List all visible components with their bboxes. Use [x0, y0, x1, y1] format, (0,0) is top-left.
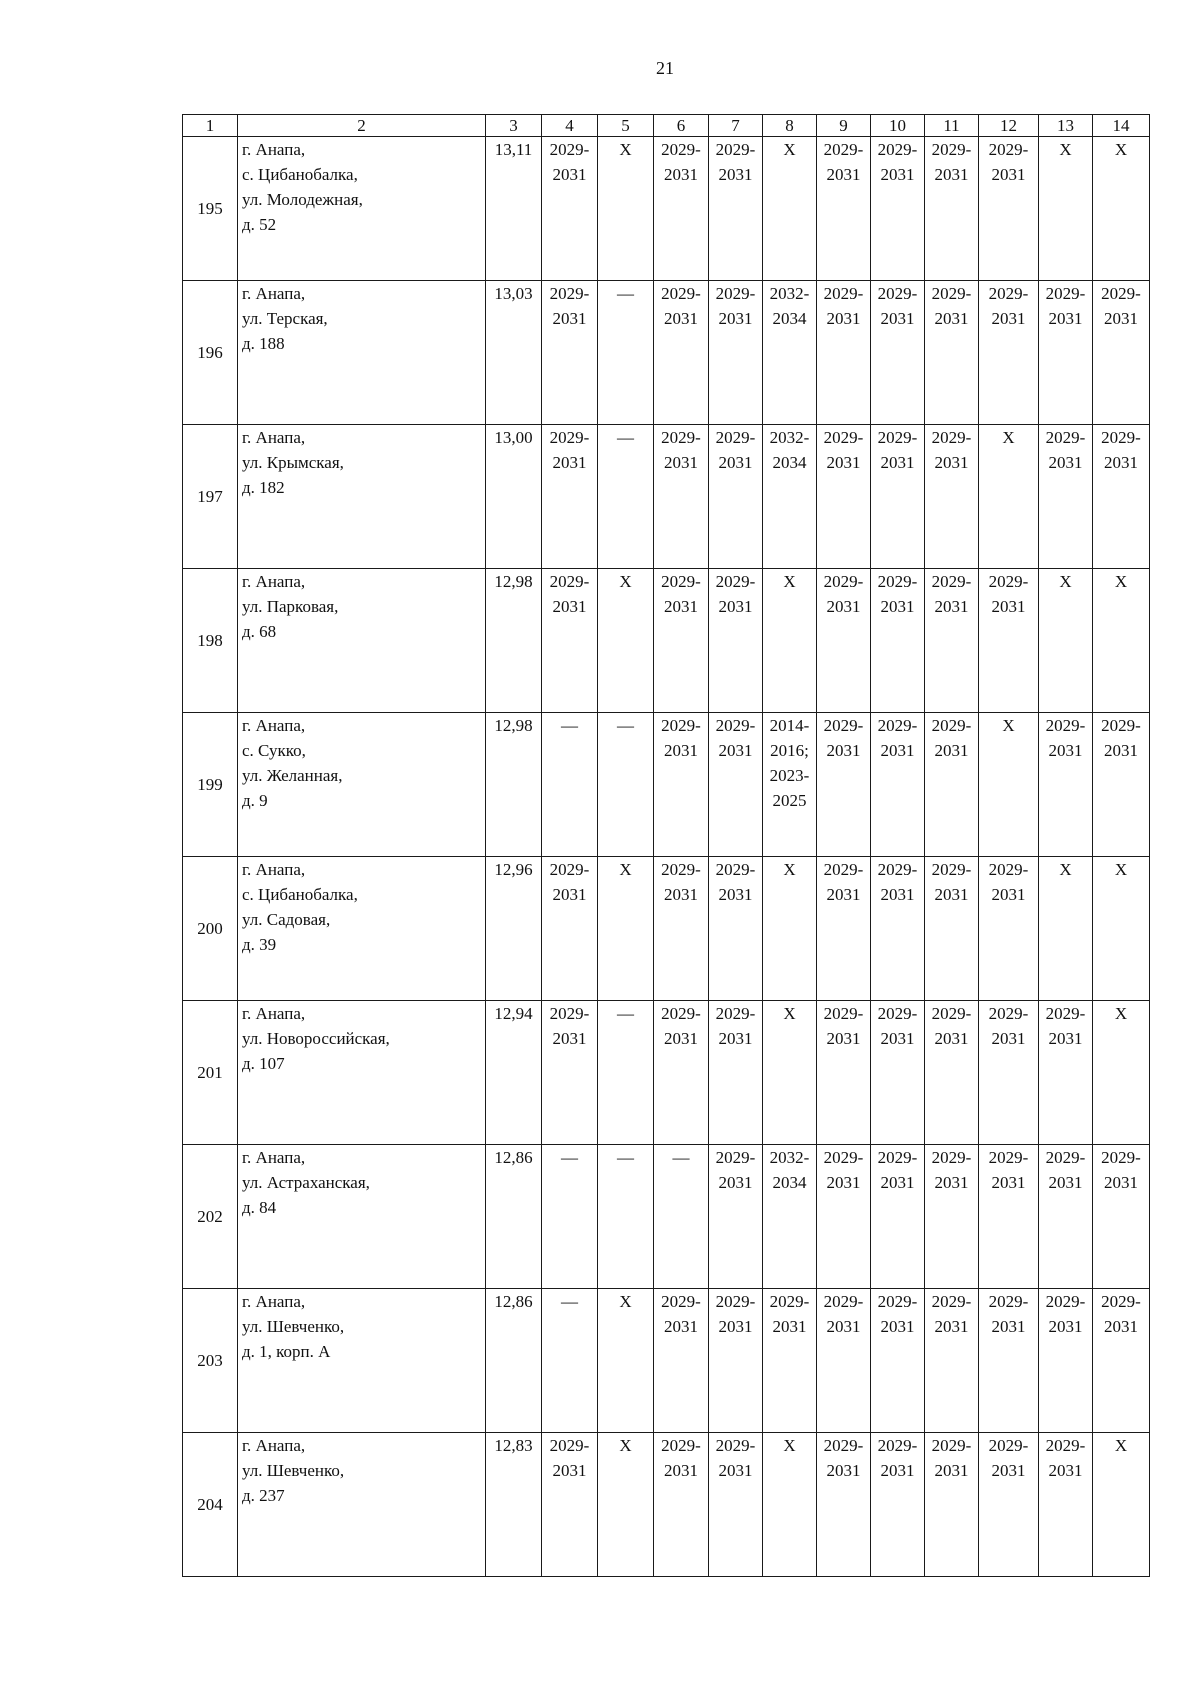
period-cell: Х: [1039, 569, 1093, 713]
period-cell: 2029- 2031: [1093, 425, 1150, 569]
period-cell: 2029- 2031: [871, 569, 925, 713]
period-cell: 2029- 2031: [1039, 281, 1093, 425]
address-cell: г. Анапа, ул. Новороссийская, д. 107: [238, 1001, 486, 1145]
period-cell: Х: [1039, 137, 1093, 281]
data-table: [182, 114, 1150, 1577]
value-cell: 12,96: [486, 857, 542, 1001]
period-cell: 2029- 2031: [871, 281, 925, 425]
period-cell: —: [598, 1145, 654, 1289]
address-cell: г. Анапа, с. Цибанобалка, ул. Садовая, д. 39: [238, 857, 486, 1001]
table-row: [183, 1433, 1150, 1577]
value-cell: 13,00: [486, 425, 542, 569]
table-row: [183, 137, 1150, 281]
period-cell: 2029- 2031: [979, 1001, 1039, 1145]
address-cell: г. Анапа, ул. Шевченко, д. 1, корп. А: [238, 1289, 486, 1433]
table-row: [183, 425, 1150, 569]
period-cell: 2029- 2031: [979, 857, 1039, 1001]
period-cell: 2029- 2031: [542, 137, 598, 281]
period-cell: 2029- 2031: [871, 425, 925, 569]
period-cell: 2029- 2031: [925, 569, 979, 713]
table-row: [183, 281, 1150, 425]
period-cell: 2029- 2031: [654, 713, 709, 857]
column-header: 14: [1093, 115, 1150, 137]
period-cell: Х: [598, 137, 654, 281]
period-cell: —: [598, 425, 654, 569]
period-cell: 2029- 2031: [1093, 1145, 1150, 1289]
column-header: 5: [598, 115, 654, 137]
period-cell: 2029- 2031: [654, 1289, 709, 1433]
period-cell: Х: [1093, 569, 1150, 713]
period-cell: 2029- 2031: [1039, 1001, 1093, 1145]
period-cell: —: [542, 1289, 598, 1433]
period-cell: 2029- 2031: [817, 1145, 871, 1289]
table-row: [183, 1289, 1150, 1433]
period-cell: 2029- 2031: [1039, 1145, 1093, 1289]
period-cell: Х: [763, 1001, 817, 1145]
address-cell: г. Анапа, ул. Крымская, д. 182: [238, 425, 486, 569]
column-header: 6: [654, 115, 709, 137]
period-cell: 2029- 2031: [925, 281, 979, 425]
period-cell: 2032- 2034: [763, 281, 817, 425]
period-cell: 2032- 2034: [763, 1145, 817, 1289]
column-header: 11: [925, 115, 979, 137]
period-cell: 2029- 2031: [925, 1001, 979, 1145]
column-header: 13: [1039, 115, 1093, 137]
period-cell: 2029- 2031: [654, 1001, 709, 1145]
period-cell: —: [542, 1145, 598, 1289]
address-cell: г. Анапа, ул. Шевченко, д. 237: [238, 1433, 486, 1577]
row-number: 199: [183, 713, 238, 857]
period-cell: 2029- 2031: [542, 1001, 598, 1145]
period-cell: 2029- 2031: [654, 137, 709, 281]
header-row: [183, 115, 1150, 137]
period-cell: Х: [598, 1289, 654, 1433]
column-header: 12: [979, 115, 1039, 137]
row-number: 201: [183, 1001, 238, 1145]
period-cell: 2029- 2031: [871, 1145, 925, 1289]
period-cell: Х: [979, 713, 1039, 857]
row-number: 200: [183, 857, 238, 1001]
period-cell: 2029- 2031: [1093, 281, 1150, 425]
period-cell: —: [598, 713, 654, 857]
column-header: 7: [709, 115, 763, 137]
period-cell: 2029- 2031: [979, 1145, 1039, 1289]
period-cell: 2029- 2031: [817, 857, 871, 1001]
address-cell: г. Анапа, с. Цибанобалка, ул. Молодежная, д. 52: [238, 137, 486, 281]
period-cell: 2029- 2031: [871, 1433, 925, 1577]
table-body: [183, 115, 1150, 1577]
period-cell: 2029- 2031: [709, 713, 763, 857]
period-cell: 2029- 2031: [817, 425, 871, 569]
address-cell: г. Анапа, ул. Астраханская, д. 84: [238, 1145, 486, 1289]
period-cell: Х: [1093, 1001, 1150, 1145]
period-cell: 2029- 2031: [871, 713, 925, 857]
column-header: 10: [871, 115, 925, 137]
value-cell: 12,98: [486, 713, 542, 857]
period-cell: 2029- 2031: [1039, 1433, 1093, 1577]
table-row: [183, 857, 1150, 1001]
table-row: [183, 713, 1150, 857]
period-cell: —: [654, 1145, 709, 1289]
period-cell: 2029- 2031: [925, 1145, 979, 1289]
period-cell: —: [598, 281, 654, 425]
value-cell: 12,98: [486, 569, 542, 713]
period-cell: Х: [598, 857, 654, 1001]
table-row: [183, 1001, 1150, 1145]
period-cell: 2029- 2031: [654, 281, 709, 425]
row-number: 203: [183, 1289, 238, 1433]
period-cell: 2029- 2031: [1093, 713, 1150, 857]
period-cell: Х: [763, 569, 817, 713]
address-cell: г. Анапа, с. Сукко, ул. Желанная, д. 9: [238, 713, 486, 857]
period-cell: 2029- 2031: [925, 713, 979, 857]
period-cell: 2029- 2031: [871, 1001, 925, 1145]
period-cell: Х: [763, 137, 817, 281]
value-cell: 13,11: [486, 137, 542, 281]
period-cell: Х: [763, 1433, 817, 1577]
period-cell: 2014- 2016; 2023- 2025: [763, 713, 817, 857]
row-number: 204: [183, 1433, 238, 1577]
period-cell: 2029- 2031: [817, 1001, 871, 1145]
period-cell: 2029- 2031: [817, 569, 871, 713]
table-row: [183, 569, 1150, 713]
period-cell: 2029- 2031: [542, 857, 598, 1001]
column-header: 1: [183, 115, 238, 137]
row-number: 195: [183, 137, 238, 281]
period-cell: Х: [1093, 1433, 1150, 1577]
address-cell: г. Анапа, ул. Парковая, д. 68: [238, 569, 486, 713]
period-cell: 2029- 2031: [709, 137, 763, 281]
period-cell: —: [542, 713, 598, 857]
period-cell: Х: [763, 857, 817, 1001]
period-cell: 2029- 2031: [1039, 1289, 1093, 1433]
period-cell: 2029- 2031: [817, 137, 871, 281]
period-cell: Х: [1093, 857, 1150, 1001]
period-cell: 2029- 2031: [817, 713, 871, 857]
period-cell: 2029- 2031: [979, 1289, 1039, 1433]
row-number: 202: [183, 1145, 238, 1289]
page-number: 21: [656, 58, 674, 78]
period-cell: 2029- 2031: [654, 857, 709, 1001]
period-cell: —: [598, 1001, 654, 1145]
period-cell: 2029- 2031: [1039, 425, 1093, 569]
period-cell: 2029- 2031: [709, 857, 763, 1001]
period-cell: 2029- 2031: [979, 137, 1039, 281]
period-cell: 2029- 2031: [925, 1289, 979, 1433]
period-cell: 2029- 2031: [925, 1433, 979, 1577]
period-cell: 2029- 2031: [654, 1433, 709, 1577]
period-cell: 2029- 2031: [979, 1433, 1039, 1577]
period-cell: 2029- 2031: [709, 569, 763, 713]
period-cell: 2029- 2031: [1039, 713, 1093, 857]
column-header: 2: [238, 115, 486, 137]
period-cell: 2029- 2031: [979, 281, 1039, 425]
row-number: 197: [183, 425, 238, 569]
period-cell: 2029- 2031: [542, 281, 598, 425]
period-cell: 2029- 2031: [654, 569, 709, 713]
period-cell: Х: [1093, 137, 1150, 281]
period-cell: 2029- 2031: [542, 425, 598, 569]
value-cell: 12,83: [486, 1433, 542, 1577]
period-cell: 2029- 2031: [709, 1289, 763, 1433]
period-cell: Х: [598, 569, 654, 713]
period-cell: 2029- 2031: [817, 1433, 871, 1577]
period-cell: 2029- 2031: [871, 857, 925, 1001]
period-cell: 2029- 2031: [654, 425, 709, 569]
period-cell: Х: [1039, 857, 1093, 1001]
period-cell: 2029- 2031: [709, 425, 763, 569]
column-header: 8: [763, 115, 817, 137]
period-cell: 2029- 2031: [709, 1001, 763, 1145]
period-cell: 2029- 2031: [817, 1289, 871, 1433]
column-header: 3: [486, 115, 542, 137]
period-cell: 2029- 2031: [925, 425, 979, 569]
period-cell: 2029- 2031: [1093, 1289, 1150, 1433]
value-cell: 12,86: [486, 1289, 542, 1433]
period-cell: Х: [979, 425, 1039, 569]
period-cell: 2029- 2031: [871, 137, 925, 281]
row-number: 196: [183, 281, 238, 425]
period-cell: 2029- 2031: [709, 1145, 763, 1289]
period-cell: 2029- 2031: [709, 281, 763, 425]
period-cell: 2032- 2034: [763, 425, 817, 569]
period-cell: 2029- 2031: [817, 281, 871, 425]
period-cell: 2029- 2031: [542, 569, 598, 713]
period-cell: 2029- 2031: [542, 1433, 598, 1577]
period-cell: 2029- 2031: [925, 857, 979, 1001]
column-header: 9: [817, 115, 871, 137]
period-cell: 2029- 2031: [925, 137, 979, 281]
period-cell: 2029- 2031: [763, 1289, 817, 1433]
period-cell: 2029- 2031: [709, 1433, 763, 1577]
column-header: 4: [542, 115, 598, 137]
row-number: 198: [183, 569, 238, 713]
period-cell: 2029- 2031: [979, 569, 1039, 713]
value-cell: 12,86: [486, 1145, 542, 1289]
address-cell: г. Анапа, ул. Терская, д. 188: [238, 281, 486, 425]
value-cell: 13,03: [486, 281, 542, 425]
table-row: [183, 1145, 1150, 1289]
value-cell: 12,94: [486, 1001, 542, 1145]
period-cell: 2029- 2031: [871, 1289, 925, 1433]
period-cell: Х: [598, 1433, 654, 1577]
